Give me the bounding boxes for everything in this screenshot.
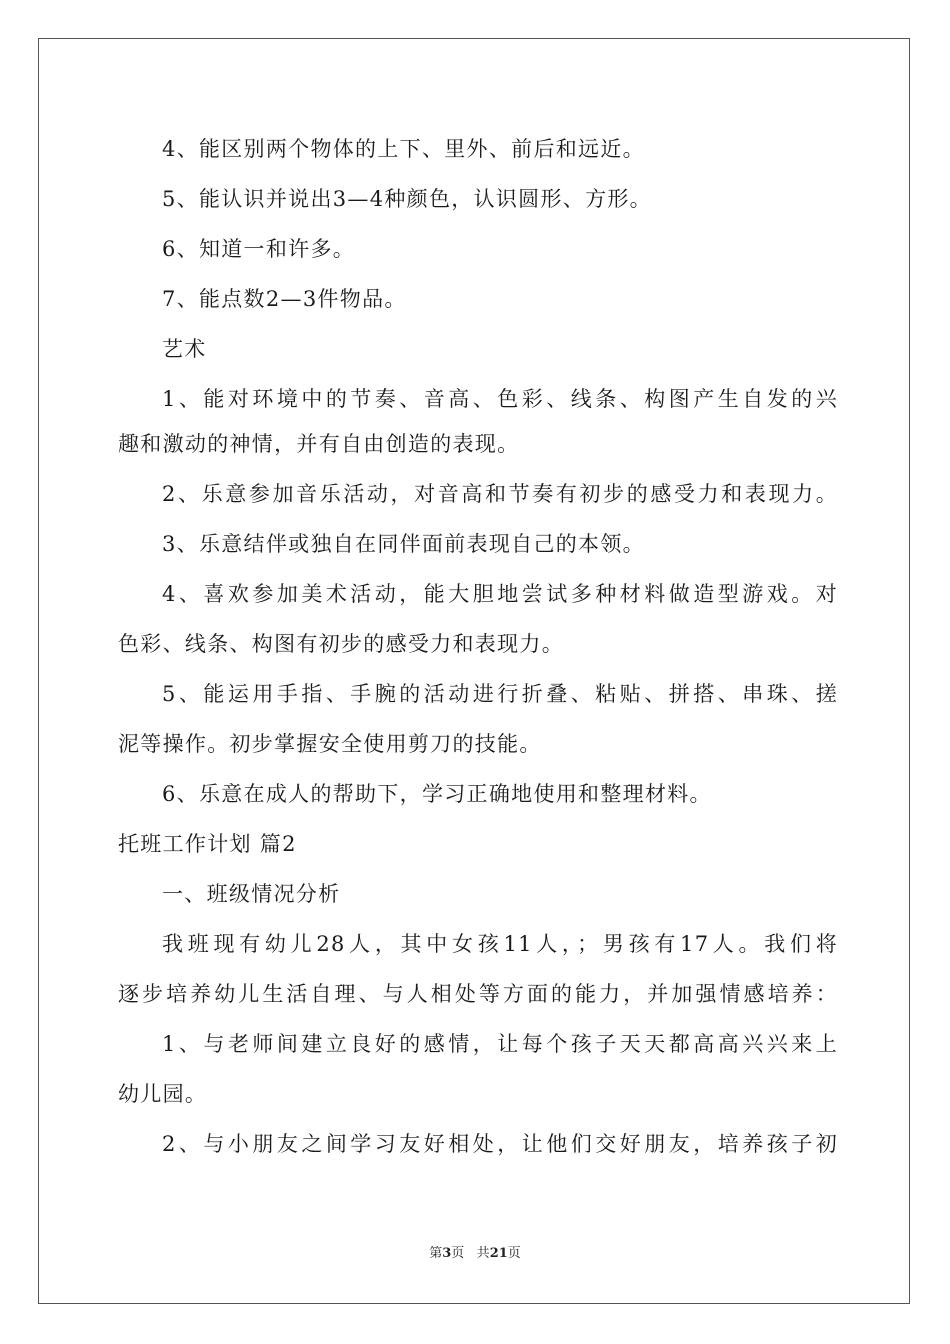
paragraph-line: 5、能认识并说出3—4种颜色，认识圆形、方形。 — [162, 187, 652, 211]
paragraph-line: 1、能对环境中的节奏、音高、色彩、线条、构图产生自发的兴 — [162, 387, 838, 411]
paragraph-line: 7、能点数2—3件物品。 — [162, 287, 407, 311]
section-heading-class-analysis: 一、班级情况分析 — [162, 882, 341, 906]
footer-total-pages: 21 — [489, 1246, 508, 1261]
paragraph-line: 6、乐意在成人的帮助下，学习正确地使用和整理材料。 — [162, 782, 712, 806]
section-heading-art: 艺术 — [162, 337, 207, 361]
page-footer — [0, 1245, 950, 1263]
paragraph-line: 色彩、线条、构图有初步的感受力和表现力。 — [118, 632, 564, 656]
paragraph-line: 1、与老师间建立良好的感情，让每个孩子天天都高高兴兴来上 — [162, 1032, 838, 1056]
footer-page-prefix: 第 — [429, 1246, 443, 1261]
paragraph-line: 幼儿园。 — [118, 1082, 208, 1106]
footer-page-suffix: 页 — [451, 1246, 465, 1261]
paragraph-line: 我班现有幼儿28人，其中女孩11人，；男孩有17人。我们将 — [162, 932, 838, 956]
footer-total-suffix: 页 — [507, 1246, 521, 1261]
paragraph-line: 2、与小朋友之间学习友好相处，让他们交好朋友，培养孩子初 — [162, 1132, 838, 1156]
section-title: 托班工作计划 篇2 — [118, 832, 297, 856]
paragraph-line: 2、乐意参加音乐活动，对音高和节奏有初步的感受力和表现力。 — [162, 482, 838, 506]
paragraph-line: 4、喜欢参加美术活动，能大胆地尝试多种材料做造型游戏。对 — [162, 582, 838, 606]
footer-page-number: 3 — [442, 1246, 452, 1261]
paragraph-line: 泥等操作。初步掌握安全使用剪刀的技能。 — [118, 732, 542, 756]
paragraph-line: 6、知道一和许多。 — [162, 237, 356, 261]
paragraph-line: 趣和激动的神情，并有自由创造的表现。 — [118, 432, 520, 456]
paragraph-line: 逐步培养幼儿生活自理、与人相处等方面的能力，并加强情感培养： — [118, 982, 838, 1006]
footer-total-prefix: 共 — [476, 1246, 490, 1261]
paragraph-line: 5、能运用手指、手腕的活动进行折叠、粘贴、拼搭、串珠、搓 — [162, 682, 838, 706]
paragraph-line: 3、乐意结伴或独自在同伴面前表现自己的本领。 — [162, 532, 645, 556]
paragraph-line: 4、能区别两个物体的上下、里外、前后和远近。 — [162, 137, 645, 161]
page-border — [38, 38, 910, 1304]
